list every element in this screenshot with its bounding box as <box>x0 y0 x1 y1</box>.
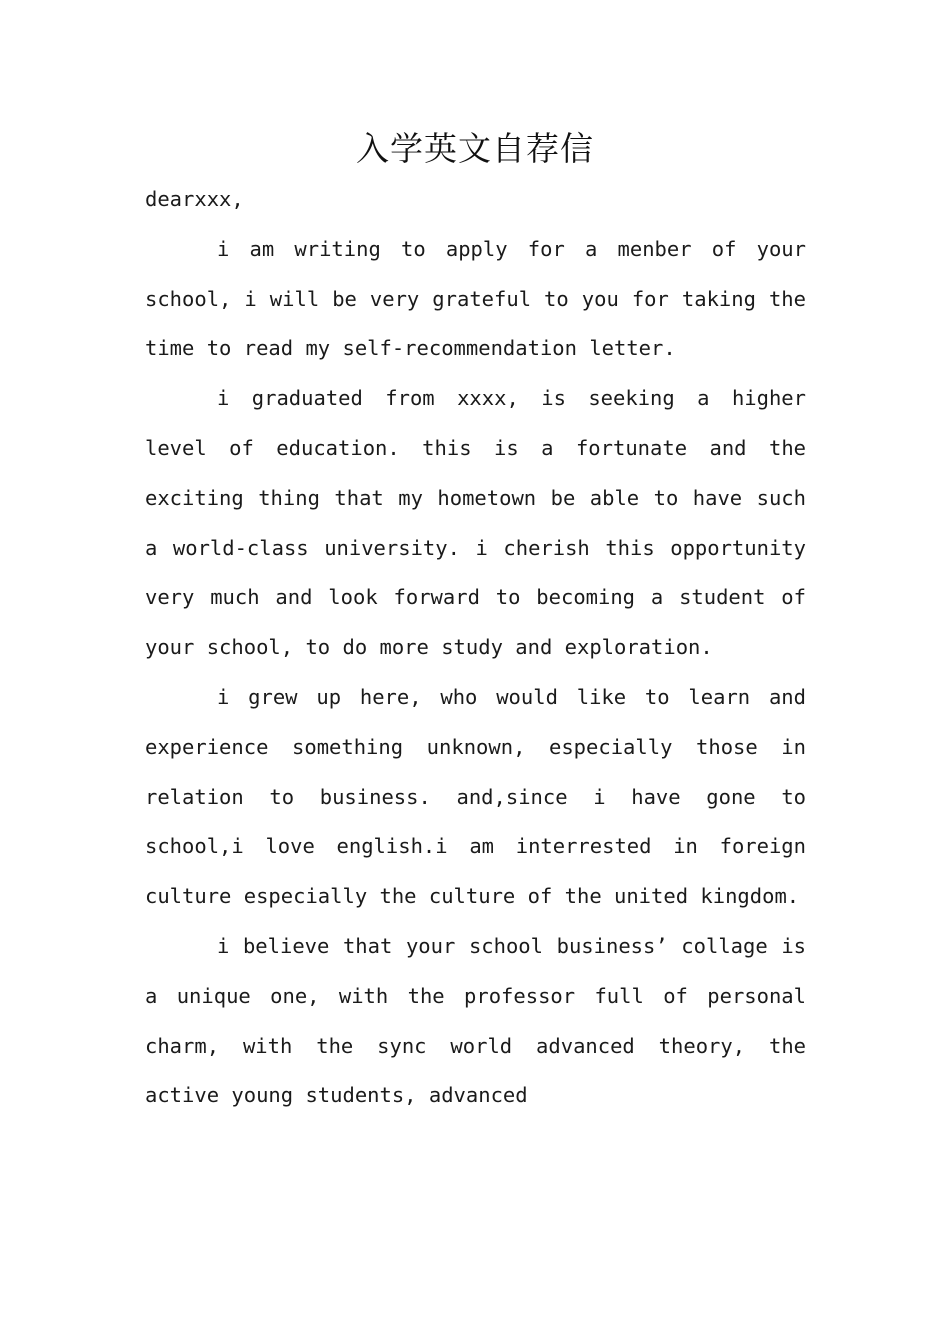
document-title: 入学英文自荐信 <box>356 129 594 168</box>
letter-greeting: dearxxx, <box>145 187 244 211</box>
letter-body <box>145 175 806 1121</box>
paragraph-4: i believe that your school business’ collage is a unique one, with the professor full of personal charm, with the sync world advanced theory, the active young students, advanced <box>145 933 806 1108</box>
paragraph-3: i grew up here, who would like to learn and experience something unknown, especially those in relation to business. and,since i have gone to school,i love english.i am interrested in foreign culture especially the culture of the united kingdom. <box>145 684 806 909</box>
paragraph-2: i graduated from xxxx, is seeking a higher level of education. this is a fortunate and the exciting thing that my hometown be able to have such a world-class university. i cherish this opportunity very much and look forward to becoming a student of your school, to do more study and exploration. <box>145 386 806 660</box>
paragraph-1: i am writing to apply for a menber of your school, i will be very grateful to you for taking the time to read my self-recommendation letter. <box>145 236 806 361</box>
